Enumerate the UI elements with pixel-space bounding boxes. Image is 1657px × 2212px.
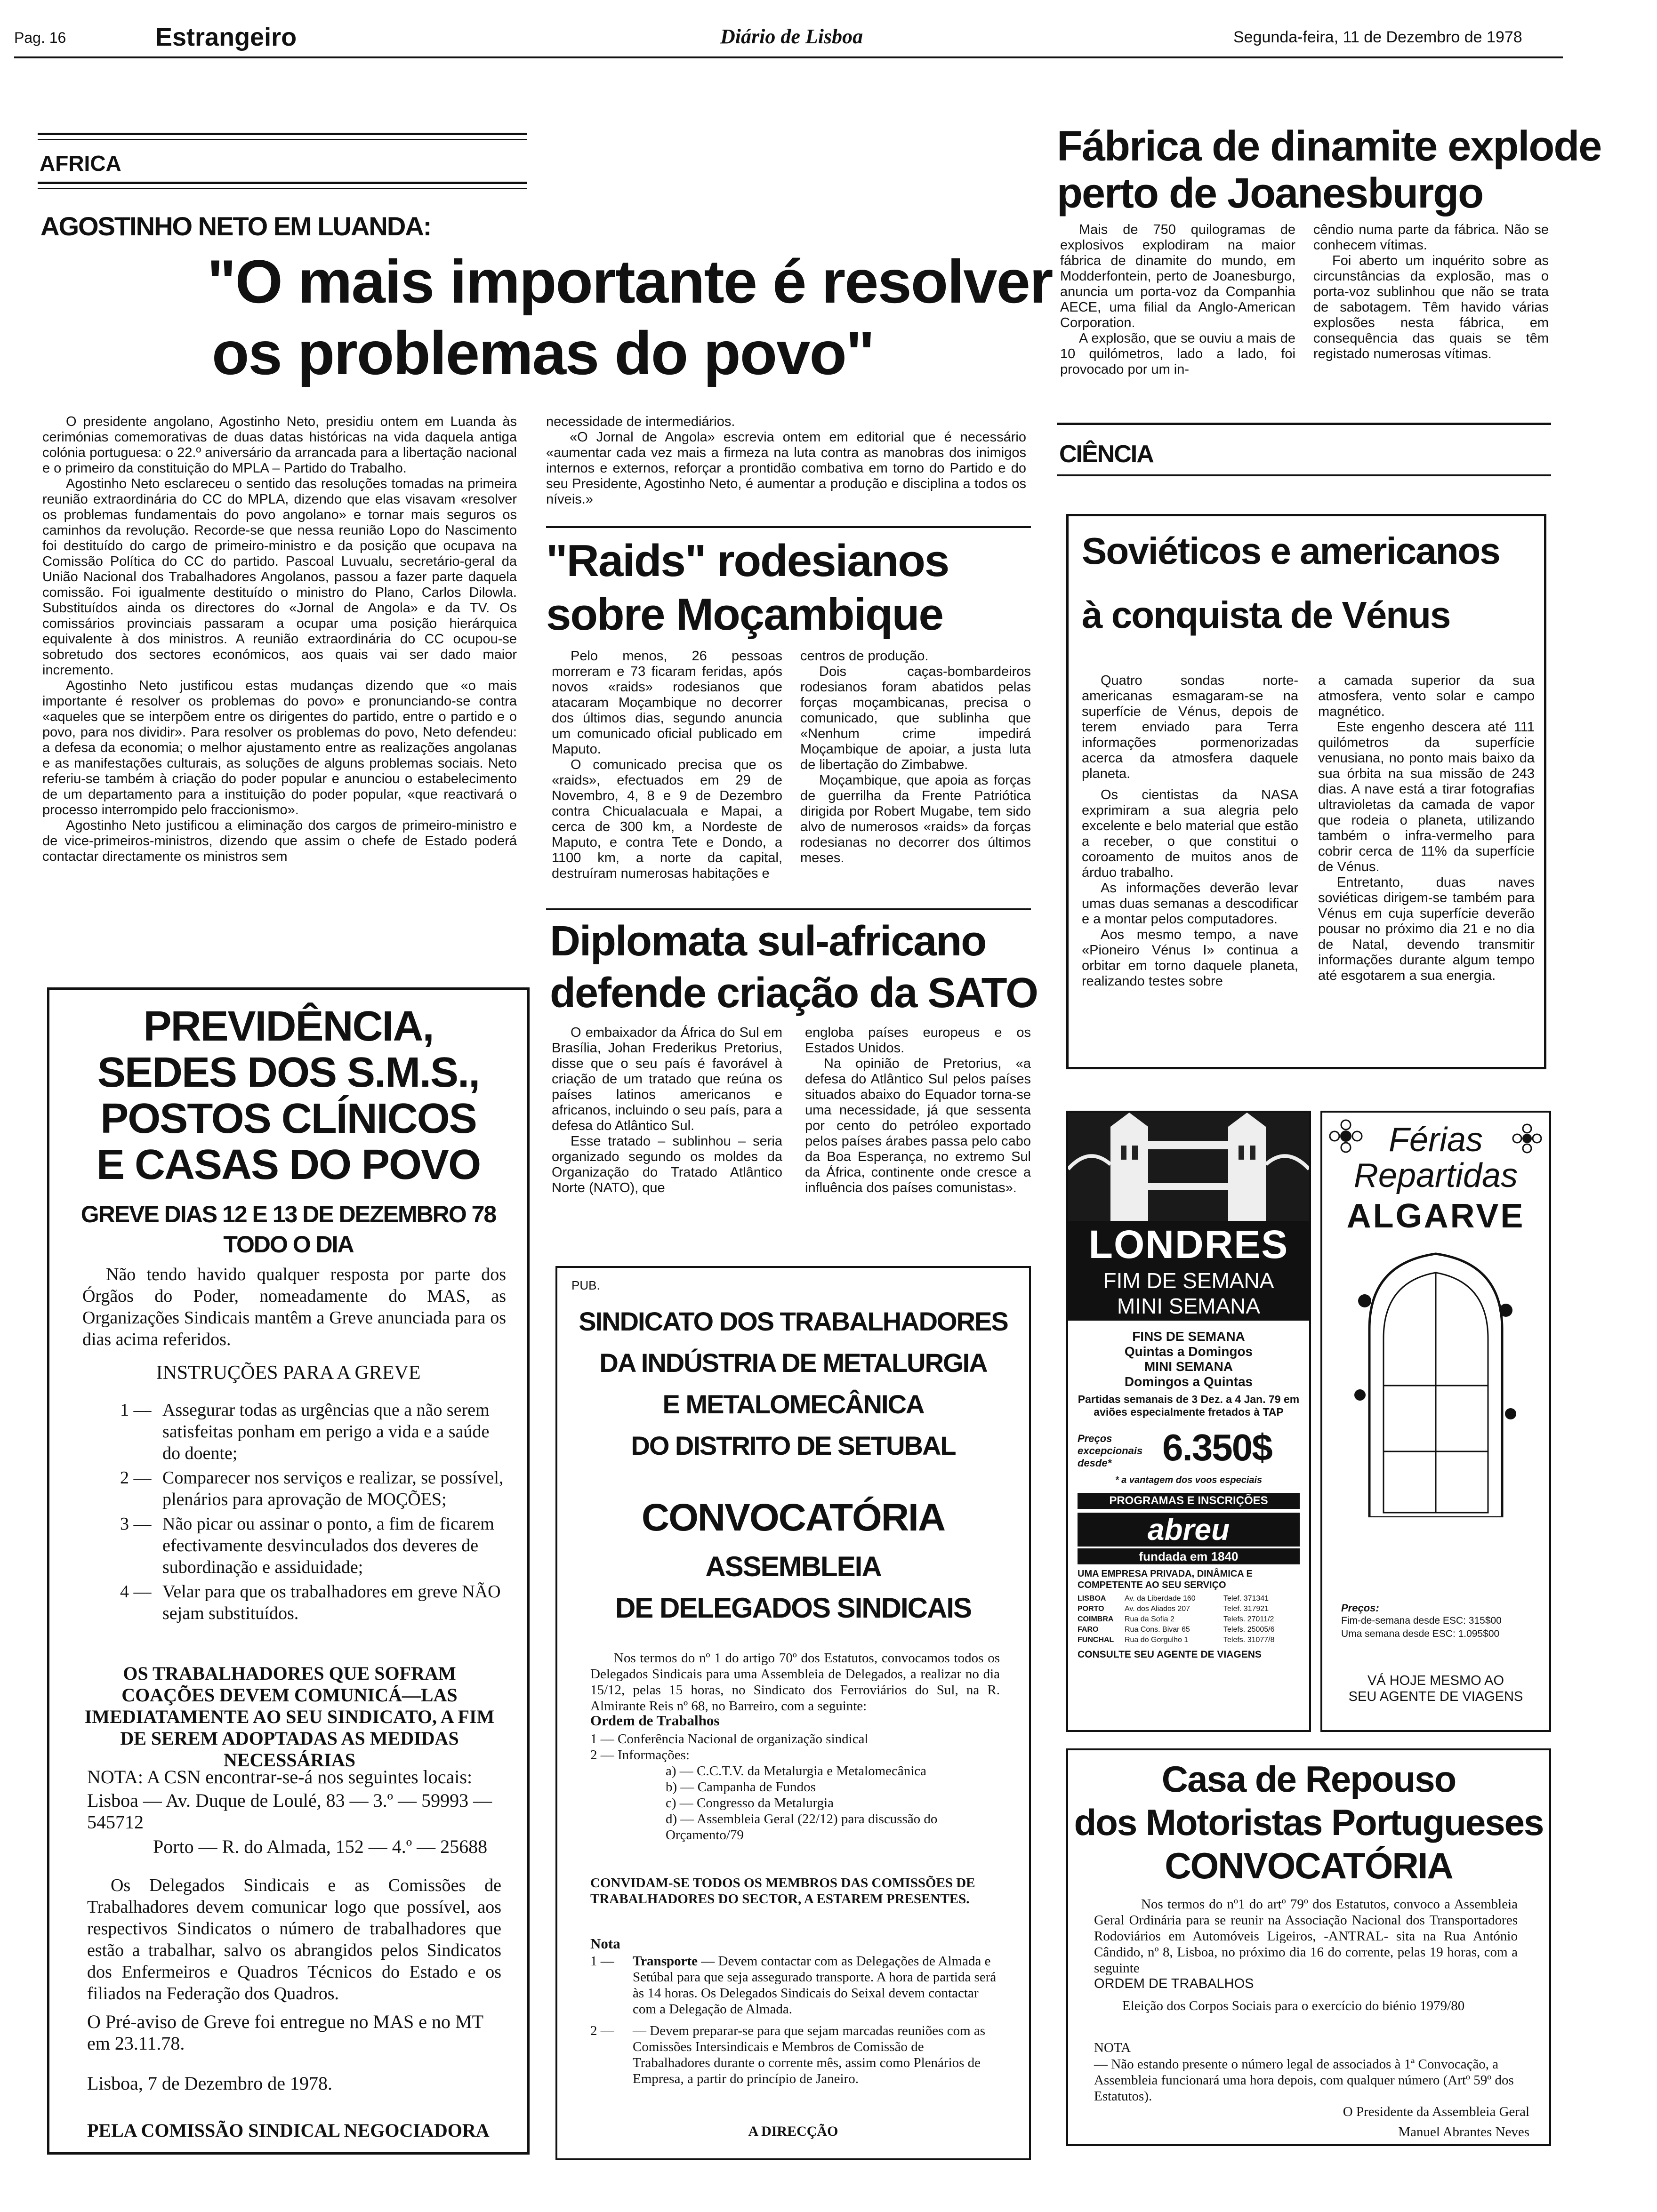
ad-title: POSTOS CLÍNICOS [100, 1095, 476, 1142]
ad-metalurgia [555, 1266, 1031, 2160]
section-kicker: AFRICA [40, 151, 121, 176]
ad-previdencia [47, 987, 530, 2155]
headline: "Raids" rodesianos [546, 536, 949, 586]
brand-logo: abreu [1078, 1513, 1300, 1547]
ad-label: Preços: [1341, 1602, 1379, 1614]
ad-note: Lisboa — Av. Duque de Loulé, 83 — 3.º — 59993 — 545712 [87, 1790, 492, 1833]
ad-banner: PROGRAMAS E INSCRIÇÕES [1078, 1493, 1300, 1509]
paragraph: cêndio numa parte da fábrica. Não se conhecem vítimas. [1313, 222, 1549, 253]
divider [38, 182, 527, 184]
ad-text: CONSULTE SEU AGENTE DE VIAGENS [1078, 1649, 1262, 1660]
headline: Diplomata sul-africano [550, 918, 986, 965]
list-item: PORTO Av. dos Aliados 207 Telef. 317921 [1078, 1605, 1269, 1613]
paragraph: As informações deverão levar umas duas semanas a descodificar e a montar pelos computadores. [1082, 881, 1298, 927]
list-item: a) — C.C.T.V. da Metalurgia e Metalomecânica [666, 1763, 927, 1779]
paragraph: Agostinho Neto justificou a eliminação dos cargos de primeiro-ministro e de vice-primeiros-ministros, dizendo que assim o chefe de Estado poderá contactar directamente os ministros sem [42, 818, 517, 864]
window-illustration [1351, 1244, 1521, 1517]
divider [38, 188, 527, 189]
offices-list [1078, 1594, 1300, 1645]
ad-banner: fundada em 1840 [1078, 1548, 1300, 1564]
ad-title: Repartidas [1353, 1157, 1518, 1194]
paragraph: Moçambique, que apoia as forças de guerrilha da Frente Patriótica dirigida por Robert Mugabe, tem sido alvo de numerosos «raids» da forças rodesianas no decorrer dos últimos meses. [800, 773, 1031, 866]
article-column [552, 649, 782, 882]
list-item: LISBOA Av. da Liberdade 160 Telef. 371341 [1078, 1595, 1269, 1603]
ad-subtitle: TODO O DIA [223, 1231, 354, 1258]
article-column [805, 1025, 1031, 1196]
ad-repouso [1066, 1748, 1551, 2146]
ad-label: PUB. [571, 1278, 600, 1292]
ad-note: Porto — R. do Almada, 152 — 4.º — 25688 [153, 1836, 488, 1857]
headline: perto de Joanesburgo [1057, 170, 1483, 217]
headline: sobre Moçambique [546, 589, 943, 640]
ad-title: E METALOMECÂNICA [662, 1389, 924, 1419]
ad-footnote: * a vantagem dos voos especiais [1115, 1475, 1263, 1485]
nota-item: 1 — Transporte — Devem contactar com as Delegações de Almada e Setúbal para que seja assegurado transporte. A hora de partida será às 14 horas. Os Delegados Sindicais do Seixal devem contactar com a Delegação de Almada. [590, 1954, 997, 2017]
ad-text: Partidas semanais de 3 Dez. a 4 Jan. 79 em aviões especialmente fretados à TAP [1078, 1393, 1300, 1418]
ad-subtitle: ASSEMBLEIA [705, 1551, 881, 1582]
instructions-list [120, 1399, 506, 1627]
ad-date: Lisboa, 7 de Dezembro de 1978. [87, 2073, 332, 2094]
divider [1057, 474, 1551, 476]
headline: os problemas do povo" [212, 319, 874, 387]
ad-heading: Ordem de Trabalhos [590, 1712, 720, 1729]
ad-text: O Pré-aviso de Greve foi entregue no MAS e no MT em 23.11.78. [87, 2011, 483, 2054]
ad-title: PREVIDÊNCIA, [143, 1003, 434, 1050]
paragraph: Os cientistas da NASA exprimiram a sua alegria pelo excelente e belo material que estão a receber, o que constitui o coroamento de muitos anos de árduo trabalho. [1082, 787, 1298, 880]
window-icon [1351, 1244, 1521, 1517]
ad-subtitle: DE DELEGADOS SINDICAIS [615, 1592, 972, 1624]
paragraph: Foi aberto um inquérito sobre as circunstâncias da explosão, mas o porta-voz sublinhou que não se trata de sabotagem. Têm havido várias explosões nesta fábrica, em consequência das quais se têm registado numerosas vítimas. [1313, 253, 1549, 361]
tower-bridge-icon [1068, 1113, 1309, 1226]
article-column [546, 414, 1026, 507]
list-item: d) — Assembleia Geral (22/12) para discussão do Orçamento/79 [666, 1811, 938, 1843]
list-item: 2 — Comparecer nos serviços e realizar, se possível, plenários para aprovação de MOÇÕES; [120, 1468, 504, 1509]
ad-title: Férias [1388, 1121, 1483, 1159]
ad-heading: Nota [590, 1935, 620, 1952]
list-item: COIMBRA Rua da Sofia 2 Telefs. 27011/2 [1078, 1615, 1274, 1623]
paragraph: O embaixador da África do Sul em Brasília, Johan Frederikus Pretorius, disse que o seu país é favorável à criação de um tratado que reúna os países latinos americanos e africanos, incluindo o seu país, para a defesa do Atlântico Sul. [552, 1025, 782, 1133]
price-line: Uma semana desde ESC: 1.095$00 [1341, 1628, 1500, 1639]
list-item: 1 — Conferência Nacional de organização sindical [590, 1731, 869, 1747]
paragraph: a camada superior da sua atmosfera, vento solar e campo magnético. [1318, 673, 1535, 719]
ad-signature: Manuel Abrantes Neves [1398, 2124, 1529, 2140]
paragraph: Na opinião de Pretorius, «a defesa do Atlântico Sul pelos países situados abaixo do Equador torna-se uma necessidade, já que sessenta por cento do petróleo exportado pelos países árabes passa pelo cabo da Boa Esperança, no extremo Sul da África, continente onde cresce a influência dos países comunistas». [805, 1056, 1031, 1195]
divider [546, 526, 1031, 528]
tower-bridge-illustration [1068, 1113, 1309, 1226]
divider [1057, 423, 1551, 425]
headline: à conquista de Vénus [1082, 594, 1450, 636]
divider [38, 139, 527, 140]
list-item: b) — Campanha de Fundos [666, 1779, 816, 1795]
list-item: 3 — Não picar ou assinar o ponto, a fim de ficarem efectivamente desvinculados dos deveres de subordinação e assiduidade; [120, 1514, 494, 1577]
paragraph: Quatro sondas norte-americanas esmagaram-se na superfície de Vénus, depois de terem enviado para Terra informações pormenorizadas acerca da atmosfera daquele planeta. [1082, 673, 1298, 781]
paragraph: centros de produção. [800, 649, 929, 664]
price-line: Fim-de-semana desde ESC: 315$00 [1341, 1615, 1502, 1626]
ad-signature: PELA COMISSÃO SINDICAL NEGOCIADORA [87, 2120, 490, 2141]
paragraph: Pelo menos, 26 pessoas morreram e 73 ficaram feridas, após novos «raids» rodesianos que atacaram Moçambique no decorrer dos últimos dias, segundo anuncia um comunicado oficial publicado em Maputo. [552, 649, 782, 757]
ad-title: CONVOCATÓRIA [1165, 1845, 1453, 1886]
ad-subtitle-block: FIM DE SEMANA MINI SEMANA [1068, 1268, 1309, 1321]
divider [546, 908, 1031, 910]
ordem-list [590, 1731, 1000, 1843]
ad-text: — Não estando presente o número legal de associados à 1ª Convocação, a Assembleia funcionará uma hora depois, com qualquer número (Artº 59º dos Estatutos). [1094, 2057, 1514, 2104]
article-column [42, 414, 517, 865]
headline: Soviéticos e americanos [1082, 530, 1500, 572]
schedule: FINS DE SEMANA Quintas a Domingos MINI SEMANA Domingos a Quintas [1124, 1329, 1253, 1389]
paragraph: Dois caças-bombardeiros rodesianos foram abatidos pelas forças moçambicanas, precisa o comunicado, que sublinha que «Nenhum crime impedirá Moçambique de apoiar, a justa luta de libertação do Zimbabwe. [800, 664, 1031, 772]
ad-warning: OS TRABALHADORES QUE SOFRAM COAÇÕES DEVEM COMUNICÁ—LAS IMEDIATAMENTE AO SEU SINDICATO, A FIM DE SEREM ADOPTADAS AS MEDIDAS NECESSÁRIAS [84, 1663, 495, 1771]
paragraph: «O Jornal de Angola» escrevia ontem em editorial que é necessário «aumentar cada vez mais a firmeza na luta contra as manobras dos inimigos internos e externos, reforçar a prontidão combativa em torno do Partido e do seu Presidente, Agostinho Neto, é aumentar a produção e disciplina a todos os níveis.» [546, 430, 1026, 507]
ad-heading: NOTA [1094, 2040, 1131, 2055]
ad-title: SINDICATO DOS TRABALHADORES [579, 1306, 1008, 1336]
ad-title: dos Motoristas Portugueses [1074, 1802, 1544, 1843]
ad-text: Nos termos do nº1 do artº 79º dos Estatutos, convoco a Assembleia Geral Ordinária para se reunir na Associação Nacional dos Transportadores Rodoviários em Automóveis Ligeiros, -ANTRAL- sita na Rua António Cândido, nº 8, Lisboa, no próximo dia 16 do corrente, pelas 19 horas, com a seguinte [1094, 1897, 1518, 1976]
section-kicker: CIÊNCIA [1059, 441, 1153, 468]
ad-heading: ORDEM DE TRABALHOS [1094, 1976, 1254, 1991]
divider [38, 133, 527, 135]
ad-text: Eleição dos Corpos Sociais para o exercício do biénio 1979/80 [1122, 1998, 1465, 2013]
article-column [1318, 673, 1535, 984]
headline: "O mais importante é resolver [207, 247, 1053, 316]
ad-subtitle: GREVE DIAS 12 E 13 DE DEZEMBRO 78 [80, 1201, 496, 1227]
price: 6.350$ [1162, 1427, 1272, 1468]
paragraph: Aos mesmo tempo, a nave «Pioneiro Vénus I» continua a orbitar em torno daquele planeta, realizando testes sobre [1082, 927, 1298, 989]
ad-title: Casa de Repouso [1161, 1758, 1456, 1800]
paragraph: Agostinho Neto esclareceu o sentido das resoluções tomadas na primeira reunião extraordinária do CC do MPLA, dizendo que elas visavam «resolver os problemas fundamentais do povo angolano» e tornar mais seguros os caminhos da revolução. Recorde-se que nessa reunião Lopo do Nascimento foi destituído do cargo de primeiro-ministro e da posição que ocupava na Comissão Política do CC do partido. Pascoal Luvualu, secretário-geral da União Nacional dos Trabalhadores Angolanos, passou a fazer parte daquela comissão. Foi igualmente destituído o ministro do Plano, Carlos Dilowla. Substituídos ainda os directores do «Jornal de Angola» e da TV. Os comissários provinciais passaram a ocupar uma posição hierárquica equivalente à dos ministros. A reunião extraordinária do CC ocupou-se sobretudo dos sectores económicos, aos quais vai ser dado maior incremento. [42, 476, 517, 678]
article-column [1313, 222, 1549, 362]
nota-item: 2 — — Devem preparar-se para que sejam marcadas reuniões com as Comissões Intersindicais e Membros de Comissão de Trabalhadores durante o corrente mês, assim como Plenários de Empresa, a partir do princípio de Janeiro. [590, 2023, 986, 2086]
article-column [552, 1025, 782, 1196]
list-item: FARO Rua Cons. Bivar 65 Telefs. 25005/6 [1078, 1626, 1275, 1634]
ad-londres [1066, 1111, 1311, 1732]
masthead: Diário de Lisboa [720, 25, 863, 48]
list-item: c) — Congresso da Metalurgia [666, 1795, 834, 1811]
ad-text: Não tendo havido qualquer resposta por parte dos Órgãos do Poder, nomeadamente do MAS, as Organizações Sindicais mantêm a Greve anunciada para os dias acima referidos. [82, 1265, 506, 1349]
paragraph: Esse tratado – sublinhou – seria organizado segundo os moldes da Organização do Tratado Atlântico Norte (NATO), que [552, 1134, 782, 1195]
list-item: 4 — Velar para que os trabalhadores em greve NÃO sejam substituídos. [120, 1582, 501, 1623]
headline: defende criação da SATO [550, 970, 1038, 1017]
article-overline: AGOSTINHO NETO EM LUANDA: [40, 211, 431, 241]
paragraph: O comunicado precisa que os «raids», efectuados em 29 de Novembro, 4, 8 e 9 de Dezembro contra Chicualacuala e Mapai, a cerca de 300 km, a Nordeste de Maputo, e contra Tete e Dondo, a 1100 km, a norte da capital, destruíram numerosas habitações e [552, 757, 782, 881]
header-rule [14, 56, 1563, 58]
ad-title: DA INDÚSTRIA DE METALURGIA [599, 1348, 987, 1378]
paragraph: necessidade de intermediários. [546, 414, 735, 429]
ad-signature: A DIRECÇÃO [748, 2124, 838, 2139]
ad-text: UMA EMPRESA PRIVADA, DINÂMICA E COMPETENTE AO SEU SERVIÇO [1078, 1569, 1253, 1590]
price-label: Preços excepcionais desde* [1078, 1433, 1143, 1469]
ad-text: Nos termos do nº 1 do artigo 70º dos Estatutos, convocamos todos os Delegados Sindicais para uma Assembleia de Delegados, a realizar no dia 15/12, pelas 15 horas, no Sindicato dos Ferroviários do Sul, na R. Almirante Reis nº 68, no Barreiro, com a seguinte: [590, 1651, 1000, 1714]
ad-title: SEDES DOS S.M.S., [97, 1049, 480, 1096]
article-column [800, 649, 1031, 866]
ad-title: ALGARVE [1346, 1197, 1525, 1235]
ad-heading: INSTRUÇÕES PARA A GREVE [156, 1362, 421, 1384]
ad-title: LONDRES [1068, 1221, 1309, 1268]
paragraph: A explosão, que se ouviu a mais de 10 quilómetros, lado a lado, foi provocado por um in- [1060, 331, 1295, 377]
list-item: FUNCHAL Rua do Gorgulho 1 Telefs. 31077/8 [1078, 1636, 1275, 1644]
list-item: 2 — Informações: [590, 1747, 690, 1763]
ad-notice: CONVIDAM-SE TODOS OS MEMBROS DAS COMISSÕES DE TRABALHADORES DO SECTOR, A ESTAREM PRESENTES. [590, 1875, 975, 1907]
section-name: Estrangeiro [155, 23, 297, 51]
paragraph: Agostinho Neto justificou estas mudanças dizendo que «o mais importante é resolver os problemas do povo» e pronunciando-se contra «aqueles que se interpõem entre os dirigentes do partido, entre o partido e o povo, para nos dividir». Para resolver os problemas do povo, Neto defendeu: a defesa da economia; o melhor ajustamento entre as realizações angolanas e as manifestações culturais, as soluções de alguns problemas sociais. Neto referiu-se também à criação do poder popular e anunciou o estabelecimento de um departamento para a instituição do poder popular, «que reactivará o processo interrompido pelo fraccionismo». [42, 678, 517, 817]
article-column [1082, 673, 1298, 989]
ad-algarve [1320, 1111, 1551, 1732]
article-column [1060, 222, 1295, 377]
paragraph: engloba países europeus e os Estados Unidos. [805, 1025, 1031, 1056]
ad-title: DO DISTRITO DE SETUBAL [631, 1431, 956, 1460]
paragraph: Mais de 750 quilogramas de explosivos explodiram na maior fábrica de dinamite do mundo, em Modderfontein, perto de Joanesburgo, anuncia um porta-voz da Companhia AECE, uma filial da Anglo-American Corporation. [1060, 222, 1295, 330]
paragraph: Entretanto, duas naves soviéticas dirigem-se também para Vénus em cuja superfície deverão pousar no próximo dia 21 e no dia de Natal, devendo transmitir informações durante algum tempo até esgotarem a sua energia. [1318, 875, 1535, 983]
call-to-action: VÁ HOJE MESMO AO SEU AGENTE DE VIAGENS [1348, 1673, 1523, 1704]
ad-text: Os Delegados Sindicais e as Comissões de Trabalhadores devem comunicar logo que possível, aos respectivos Sindicatos o número de trabalhadores que estão a trabalhar, salvo os abrangidos pelos Sindicatos dos Enfermeiros e Quadros Técnicos do Estado e os filiados na Federação dos Quadros. [87, 1875, 501, 2004]
ad-title: E CASAS DO POVO [96, 1141, 481, 1188]
page-number: Pag. 16 [14, 29, 66, 46]
list-item: 1 — Assegurar todas as urgências que a não serem satisfeitas ponham em perigo a vida e a saúde do doente; [120, 1400, 490, 1463]
headline: Fábrica de dinamite explode [1057, 123, 1601, 170]
paragraph: O presidente angolano, Agostinho Neto, presidiu ontem em Luanda às cerimónias comemorativas de duas datas históricas na vida daquela antiga colónia portuguesa: o 22.º aniversário da arrancada para a libertação nacional e o primeiro da constituição do MPLA – Partido do Trabalho. [42, 414, 517, 476]
ad-title: CONVOCATÓRIA [641, 1496, 945, 1539]
paragraph: Este engenho descera até 111 quilómetros da superfície venusiana, no ponto mais baixo da sua órbita na sua missão de 243 dias. A nave está a tirar fotografias ultravioletas da camada de vapor que rodeia o planeta, utilizando também o infra-vermelho para cobrir cerca de 11% da superfície de Vénus. [1318, 720, 1535, 874]
ad-note: NOTA: A CSN encontrar-se-á nos seguintes locais: [87, 1766, 473, 1787]
ad-signature: O Presidente da Assembleia Geral [1343, 2104, 1529, 2119]
page-date: Segunda-feira, 11 de Dezembro de 1978 [1233, 28, 1522, 46]
